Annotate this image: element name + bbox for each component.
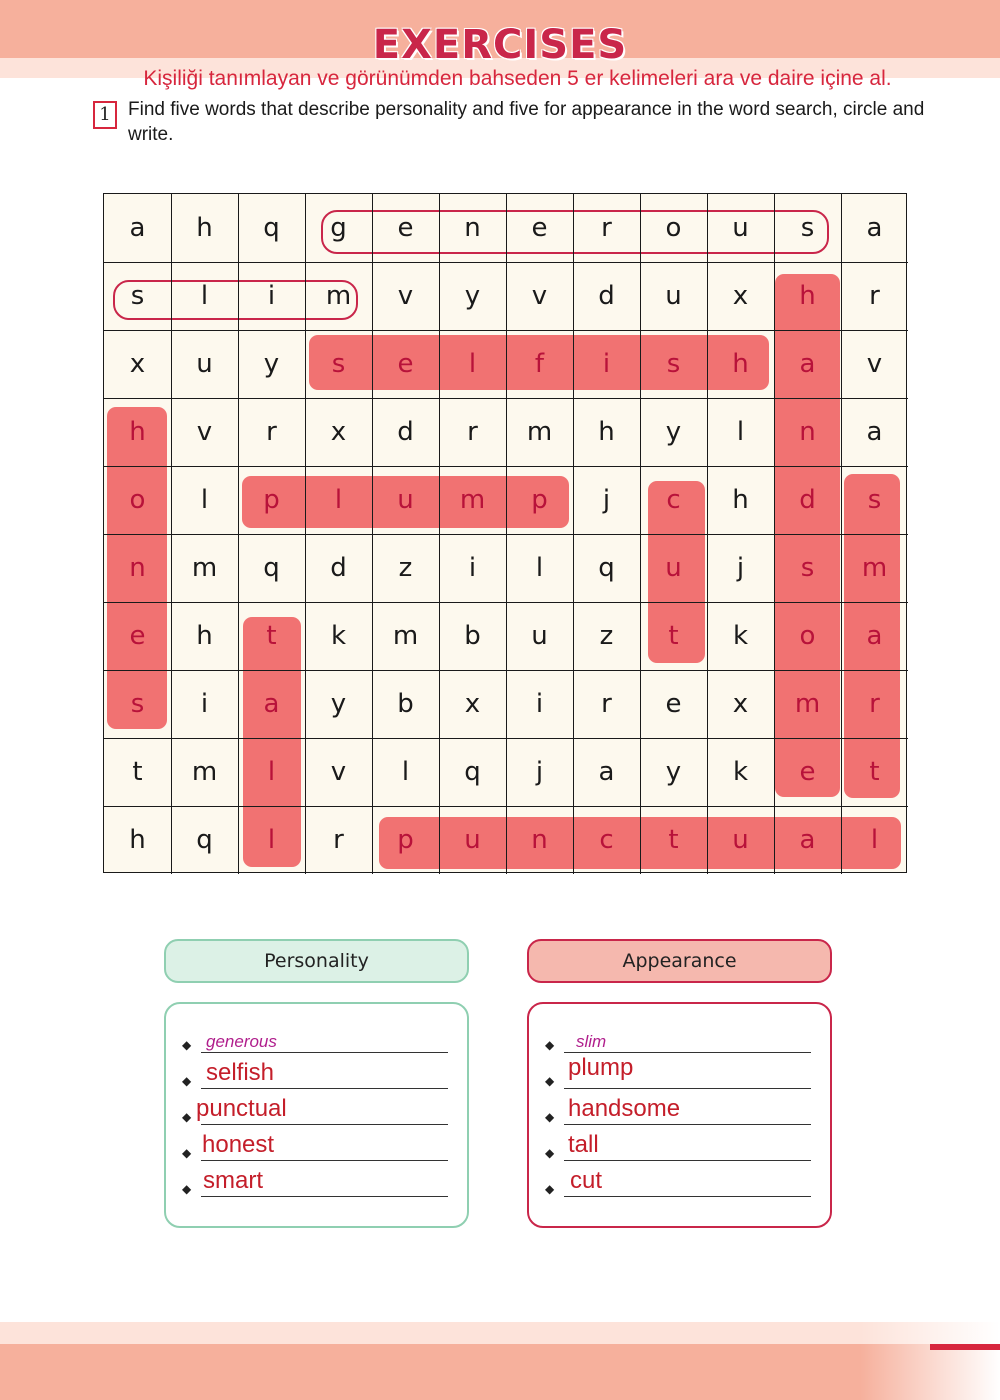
grid-letter[interactable]: k xyxy=(330,621,347,651)
answer-text: selfish xyxy=(206,1059,275,1086)
grid-letter[interactable]: j xyxy=(535,757,544,787)
answer-line[interactable] xyxy=(166,1124,466,1160)
grid-letter[interactable]: p xyxy=(397,825,414,855)
grid-letter[interactable]: v xyxy=(330,757,347,787)
bullet-icon: ◆ xyxy=(182,1146,192,1160)
grid-letter[interactable]: q xyxy=(464,757,481,787)
page-title: EXERCISES xyxy=(372,22,628,68)
grid-letter[interactable]: u xyxy=(665,553,682,583)
grid-letter[interactable]: h xyxy=(196,621,213,651)
grid-letter[interactable]: t xyxy=(668,621,679,651)
grid-letter[interactable]: p xyxy=(263,485,280,515)
grid-letter[interactable]: v xyxy=(196,417,213,447)
grid-letter[interactable]: i xyxy=(535,689,544,719)
grid-letter[interactable]: a xyxy=(598,757,615,787)
grid-letter[interactable]: a xyxy=(799,349,816,379)
bullet-icon: ◆ xyxy=(182,1038,192,1052)
grid-letter[interactable]: o xyxy=(129,485,146,515)
grid-letter[interactable]: e xyxy=(531,213,548,243)
answer-line[interactable] xyxy=(166,1016,466,1052)
word-search-grid xyxy=(103,193,907,873)
grid-letter[interactable]: d xyxy=(799,485,816,515)
answer-line[interactable] xyxy=(166,1052,466,1088)
grid-letter[interactable]: u xyxy=(732,825,749,855)
grid-letter[interactable]: h xyxy=(799,281,816,311)
grid-letter[interactable]: a xyxy=(799,825,816,855)
grid-letter[interactable]: d xyxy=(330,553,347,583)
grid-letter[interactable]: r xyxy=(333,825,344,855)
grid-letter[interactable]: v xyxy=(531,281,548,311)
grid-letter[interactable]: h xyxy=(732,485,749,515)
answer-text: slim xyxy=(576,1032,607,1051)
grid-letter[interactable]: q xyxy=(598,553,615,583)
grid-letter[interactable]: l xyxy=(267,757,276,787)
grid-letter[interactable]: z xyxy=(398,553,413,583)
grid-letter[interactable]: l xyxy=(200,281,209,311)
exercise-number: 1 xyxy=(93,101,117,129)
grid-letter[interactable]: b xyxy=(464,621,481,651)
answer-text: generous xyxy=(206,1032,277,1051)
grid-letter[interactable]: h xyxy=(598,417,615,447)
grid-letter[interactable]: n xyxy=(799,417,816,447)
grid-letter[interactable]: m xyxy=(794,689,821,719)
grid-letter[interactable]: y xyxy=(665,417,682,447)
grid-letter[interactable]: r xyxy=(601,213,612,243)
grid-letter[interactable]: q xyxy=(263,553,280,583)
grid-letter[interactable]: q xyxy=(196,825,213,855)
grid-letter[interactable]: k xyxy=(732,621,749,651)
answer-text: honest xyxy=(202,1131,275,1158)
grid-letter[interactable]: l xyxy=(468,349,477,379)
grid-letter[interactable]: l xyxy=(535,553,544,583)
bullet-icon: ◆ xyxy=(182,1110,192,1124)
grid-letter[interactable]: d xyxy=(598,281,615,311)
answer-line[interactable] xyxy=(166,1160,466,1196)
grid-letter[interactable]: p xyxy=(531,485,548,515)
grid-letter[interactable]: e xyxy=(665,689,682,719)
grid-letter[interactable]: y xyxy=(330,689,347,719)
grid-letter[interactable]: m xyxy=(191,757,218,787)
grid-letter[interactable]: l xyxy=(870,825,879,855)
answer-text: smart xyxy=(203,1167,263,1194)
grid-letter[interactable]: c xyxy=(666,485,681,515)
grid-letter[interactable]: s xyxy=(130,689,145,719)
grid-letter[interactable]: l xyxy=(200,485,209,515)
grid-letter[interactable]: v xyxy=(397,281,414,311)
grid-letter[interactable]: h xyxy=(732,349,749,379)
grid-letter[interactable]: x xyxy=(129,349,146,379)
grid-letter[interactable]: g xyxy=(330,213,347,243)
appearance-answer-box xyxy=(527,1002,832,1228)
grid-letter[interactable]: a xyxy=(866,417,883,447)
grid-letter[interactable]: e xyxy=(397,349,414,379)
answer-text: cut xyxy=(570,1167,603,1194)
grid-letter[interactable]: t xyxy=(266,621,277,651)
grid-letter[interactable]: r xyxy=(601,689,612,719)
grid-letter[interactable]: m xyxy=(392,621,419,651)
grid-letter[interactable]: n xyxy=(129,553,146,583)
grid-letter[interactable]: a xyxy=(866,213,883,243)
grid-letter[interactable]: u xyxy=(732,213,749,243)
grid-letter[interactable]: m xyxy=(459,485,486,515)
grid-letter[interactable]: r xyxy=(266,417,277,447)
grid-letter[interactable]: a xyxy=(129,213,146,243)
grid-letter[interactable]: t xyxy=(869,757,880,787)
grid-letter[interactable]: e xyxy=(129,621,146,651)
answer-text: punctual xyxy=(196,1095,287,1122)
grid-letter[interactable]: l xyxy=(267,825,276,855)
grid-letter[interactable]: k xyxy=(732,757,749,787)
answer-text: plump xyxy=(568,1054,634,1081)
grid-letter[interactable]: x xyxy=(732,281,749,311)
grid-letter[interactable]: o xyxy=(799,621,816,651)
grid-letter[interactable]: e xyxy=(799,757,816,787)
grid-letter[interactable]: i xyxy=(200,689,209,719)
grid-letter[interactable]: m xyxy=(325,281,352,311)
grid-letter[interactable]: a xyxy=(263,689,280,719)
grid-letter[interactable]: b xyxy=(397,689,414,719)
bullet-icon: ◆ xyxy=(545,1038,555,1052)
grid-letter[interactable]: h xyxy=(129,417,146,447)
grid-letter[interactable]: y xyxy=(665,757,682,787)
answer-underline xyxy=(201,1196,448,1197)
answer-text: tall xyxy=(568,1131,599,1158)
grid-letter[interactable]: s xyxy=(800,213,815,243)
grid-letter[interactable]: x xyxy=(732,689,749,719)
grid-letter[interactable]: y xyxy=(464,281,481,311)
grid-letter[interactable]: x xyxy=(330,417,347,447)
bottom-accent-line xyxy=(930,1344,1000,1350)
answer-text: handsome xyxy=(568,1095,681,1122)
bullet-icon: ◆ xyxy=(545,1146,555,1160)
grid-letter[interactable]: h xyxy=(196,213,213,243)
bottom-banner-fade xyxy=(860,1322,1000,1400)
grid-letter[interactable]: r xyxy=(869,689,880,719)
grid-letter[interactable]: u xyxy=(196,349,213,379)
grid-letter[interactable]: n xyxy=(464,213,481,243)
grid-letter[interactable]: c xyxy=(599,825,614,855)
answer-line[interactable] xyxy=(529,1124,829,1160)
personality-header: Personality xyxy=(164,939,469,983)
grid-letter[interactable]: m xyxy=(861,553,888,583)
grid-letter[interactable]: h xyxy=(129,825,146,855)
grid-letter[interactable]: u xyxy=(665,281,682,311)
answer-line[interactable] xyxy=(166,1088,466,1124)
grid-letter[interactable]: i xyxy=(468,553,477,583)
grid-letter[interactable]: x xyxy=(464,689,481,719)
bottom-banner-stripe xyxy=(0,1322,1000,1344)
exercise-instruction: Find five words that describe personality and five for appearance in the word search, circle and write. xyxy=(128,99,925,145)
grid-letter[interactable]: u xyxy=(397,485,414,515)
grid-letter[interactable]: m xyxy=(191,553,218,583)
grid-letter[interactable]: e xyxy=(397,213,414,243)
grid-letter[interactable]: z xyxy=(599,621,614,651)
answer-line[interactable] xyxy=(529,1088,829,1124)
grid-letter[interactable]: i xyxy=(602,349,611,379)
grid-letter[interactable]: s xyxy=(666,349,681,379)
grid-letter[interactable]: l xyxy=(334,485,343,515)
bullet-icon: ◆ xyxy=(182,1074,192,1088)
grid-letter[interactable]: n xyxy=(531,825,548,855)
grid-letter[interactable]: o xyxy=(665,213,682,243)
grid-letter[interactable]: i xyxy=(267,281,276,311)
personality-answer-box xyxy=(164,1002,469,1228)
answer-line[interactable] xyxy=(529,1052,829,1088)
grid-letter[interactable]: y xyxy=(263,349,280,379)
grid-letter[interactable]: j xyxy=(602,485,611,515)
grid-letter[interactable]: l xyxy=(401,757,410,787)
grid-letter[interactable]: s xyxy=(867,485,882,515)
turkish-instruction: Kişiliği tanımlayan ve görünümden bahseden 5 er kelimeleri ara ve daire içine al. xyxy=(143,67,892,90)
grid-letter[interactable]: s xyxy=(800,553,815,583)
appearance-header: Appearance xyxy=(527,939,832,983)
grid-letter[interactable]: d xyxy=(397,417,414,447)
grid-letter[interactable]: f xyxy=(534,349,545,379)
grid-letter[interactable]: t xyxy=(132,757,143,787)
answer-underline xyxy=(564,1196,811,1197)
bullet-icon: ◆ xyxy=(545,1182,555,1196)
grid-letter[interactable]: u xyxy=(531,621,548,651)
bullet-icon: ◆ xyxy=(545,1074,555,1088)
grid-letter[interactable]: s xyxy=(331,349,346,379)
answer-line[interactable] xyxy=(529,1160,829,1196)
grid-letter[interactable]: a xyxy=(866,621,883,651)
answer-line[interactable] xyxy=(529,1016,829,1052)
grid-letter[interactable]: v xyxy=(866,349,883,379)
grid-letter[interactable]: t xyxy=(668,825,679,855)
grid-letter[interactable]: r xyxy=(869,281,880,311)
grid-letter[interactable]: l xyxy=(736,417,745,447)
grid-letter[interactable]: s xyxy=(130,281,145,311)
bullet-icon: ◆ xyxy=(182,1182,192,1196)
bullet-icon: ◆ xyxy=(545,1110,555,1124)
grid-letter[interactable]: u xyxy=(464,825,481,855)
bottom-banner xyxy=(0,1344,1000,1400)
grid-letter[interactable]: q xyxy=(263,213,280,243)
grid-letter[interactable]: m xyxy=(526,417,553,447)
grid-letter[interactable]: j xyxy=(736,553,745,583)
grid-letter[interactable]: r xyxy=(467,417,478,447)
